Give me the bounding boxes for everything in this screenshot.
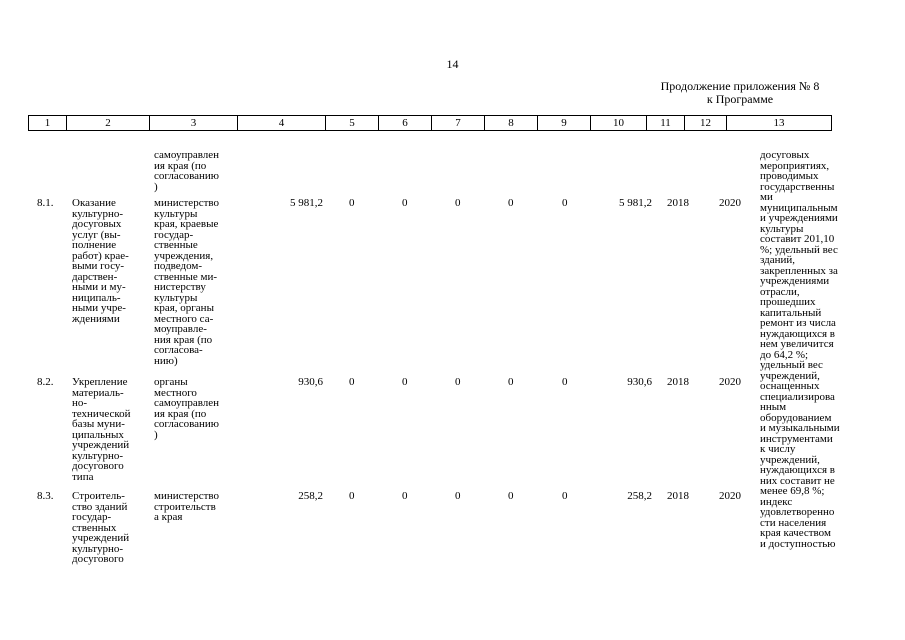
row-col10: 930,6 [627,376,652,388]
row-end-year: 2020 [719,376,741,388]
row-total: 258,2 [298,490,323,502]
column-header-12: 12 [685,116,727,131]
row-col7: 0 [455,197,461,209]
column-number-header [28,115,832,131]
column-header-2: 2 [67,116,150,131]
row-col9: 0 [562,197,568,209]
row-name: Укрепление материаль- но- технической базы муни- ципальных учреждений культурно- досугового типа [72,376,131,483]
row-number: 8.3. [37,490,54,502]
row-col8: 0 [508,197,514,209]
row-col6: 0 [402,376,408,388]
page-number: 14 [446,57,459,71]
column-header-10: 10 [591,116,647,131]
column-header-8: 8 [485,116,538,131]
row-col6: 0 [402,197,408,209]
row-col10: 258,2 [627,490,652,502]
row-end-year: 2020 [719,197,741,209]
row-name: Строитель- ство зданий государ- ственных учреждений культурно- досугового [72,490,130,565]
carryover-result: досуговых мероприятиях, проводимых государственны ми муниципальным и учреждениями культуры составит 201,10 %; удельный вес зданий, закрепленных за учреждениями отрасли, прошедших капитальный ремонт из числа нуждающихся в нем увеличится до 64,2 %; удельный вес учреждений, оснащенных специализирова нным оборудованием и музыкальными инструментами к числу учреждений, нуждающихся в них составит не менее 69,8 %; индекс удовлетворенно сти населения края качеством и доступностью [760,149,840,550]
row-name: Оказание культурно- досуговых услуг (вы- полнение работ) крае- выми госу- дарствен- ными и му- ниципаль- ными учре- ждениями [72,197,129,325]
row-executor: органы местного самоуправлен ия края (по согласованию ) [154,376,220,441]
column-header-9: 9 [538,116,591,131]
column-header-13: 13 [727,116,832,131]
row-start-year: 2018 [667,490,689,502]
row-col5: 0 [349,490,355,502]
row-col6: 0 [402,490,408,502]
row-col7: 0 [455,490,461,502]
row-col9: 0 [562,490,568,502]
row-col8: 0 [508,490,514,502]
row-end-year: 2020 [719,490,741,502]
continuation-line-2: к Программе [706,92,774,106]
row-total: 5 981,2 [290,197,323,209]
row-col5: 0 [349,197,355,209]
row-col10: 5 981,2 [619,197,652,209]
row-total: 930,6 [298,376,323,388]
column-header-6: 6 [379,116,432,131]
row-start-year: 2018 [667,376,689,388]
row-start-year: 2018 [667,197,689,209]
row-col5: 0 [349,376,355,388]
column-header-4: 4 [238,116,326,131]
row-executor: министерство культуры края, краевые государ- ственные учреждения, подведом- ственные ми- нистерству культуры края, органы местного са- моуправле- ния края (по согласова- нию) [154,197,220,367]
row-number: 8.2. [37,376,54,388]
column-header-5: 5 [326,116,379,131]
column-header-11: 11 [647,116,685,131]
row-executor: министерство строительств а края [154,490,220,523]
column-header-3: 3 [150,116,238,131]
row-number: 8.1. [37,197,54,209]
row-col9: 0 [562,376,568,388]
continuation-note [600,80,880,106]
carryover-executor: самоуправлен ия края (по согласованию ) [154,149,220,193]
row-col7: 0 [455,376,461,388]
column-header-1: 1 [29,116,67,131]
column-header-7: 7 [432,116,485,131]
continuation-line-1: Продолжение приложения № 8 [660,79,820,93]
row-col8: 0 [508,376,514,388]
